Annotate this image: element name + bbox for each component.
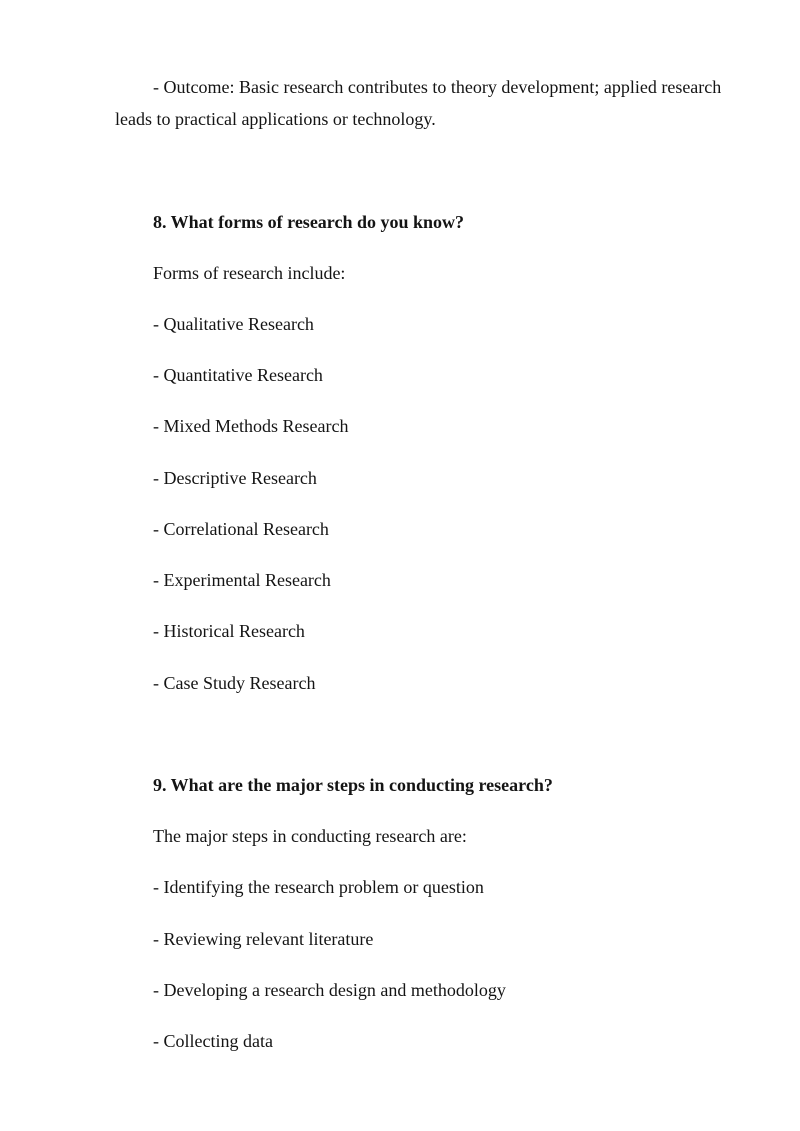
list-item: - Qualitative Research bbox=[153, 314, 314, 334]
section-8-heading: 8. What forms of research do you know? bbox=[153, 212, 465, 232]
list-item: - Correlational Research bbox=[153, 519, 329, 539]
list-item: - Reviewing relevant literature bbox=[153, 929, 374, 949]
section-9-heading: 9. What are the major steps in conducting research? bbox=[153, 775, 553, 795]
outcome-line-2: leads to practical applications or technology. bbox=[115, 109, 436, 129]
list-item: - Experimental Research bbox=[153, 570, 331, 590]
list-item: - Descriptive Research bbox=[153, 468, 317, 488]
list-item: - Quantitative Research bbox=[153, 365, 323, 385]
section-8-lead: Forms of research include: bbox=[153, 263, 346, 283]
list-item: - Case Study Research bbox=[153, 673, 316, 693]
list-item: - Mixed Methods Research bbox=[153, 416, 349, 436]
list-item: - Historical Research bbox=[153, 621, 305, 641]
list-item: - Developing a research design and methodology bbox=[153, 980, 506, 1000]
outcome-line-1: - Outcome: Basic research contributes to theory development; applied research bbox=[153, 77, 722, 97]
list-item: - Identifying the research problem or question bbox=[153, 877, 484, 897]
list-item: - Collecting data bbox=[153, 1031, 273, 1051]
section-9-lead: The major steps in conducting research are: bbox=[153, 826, 467, 846]
